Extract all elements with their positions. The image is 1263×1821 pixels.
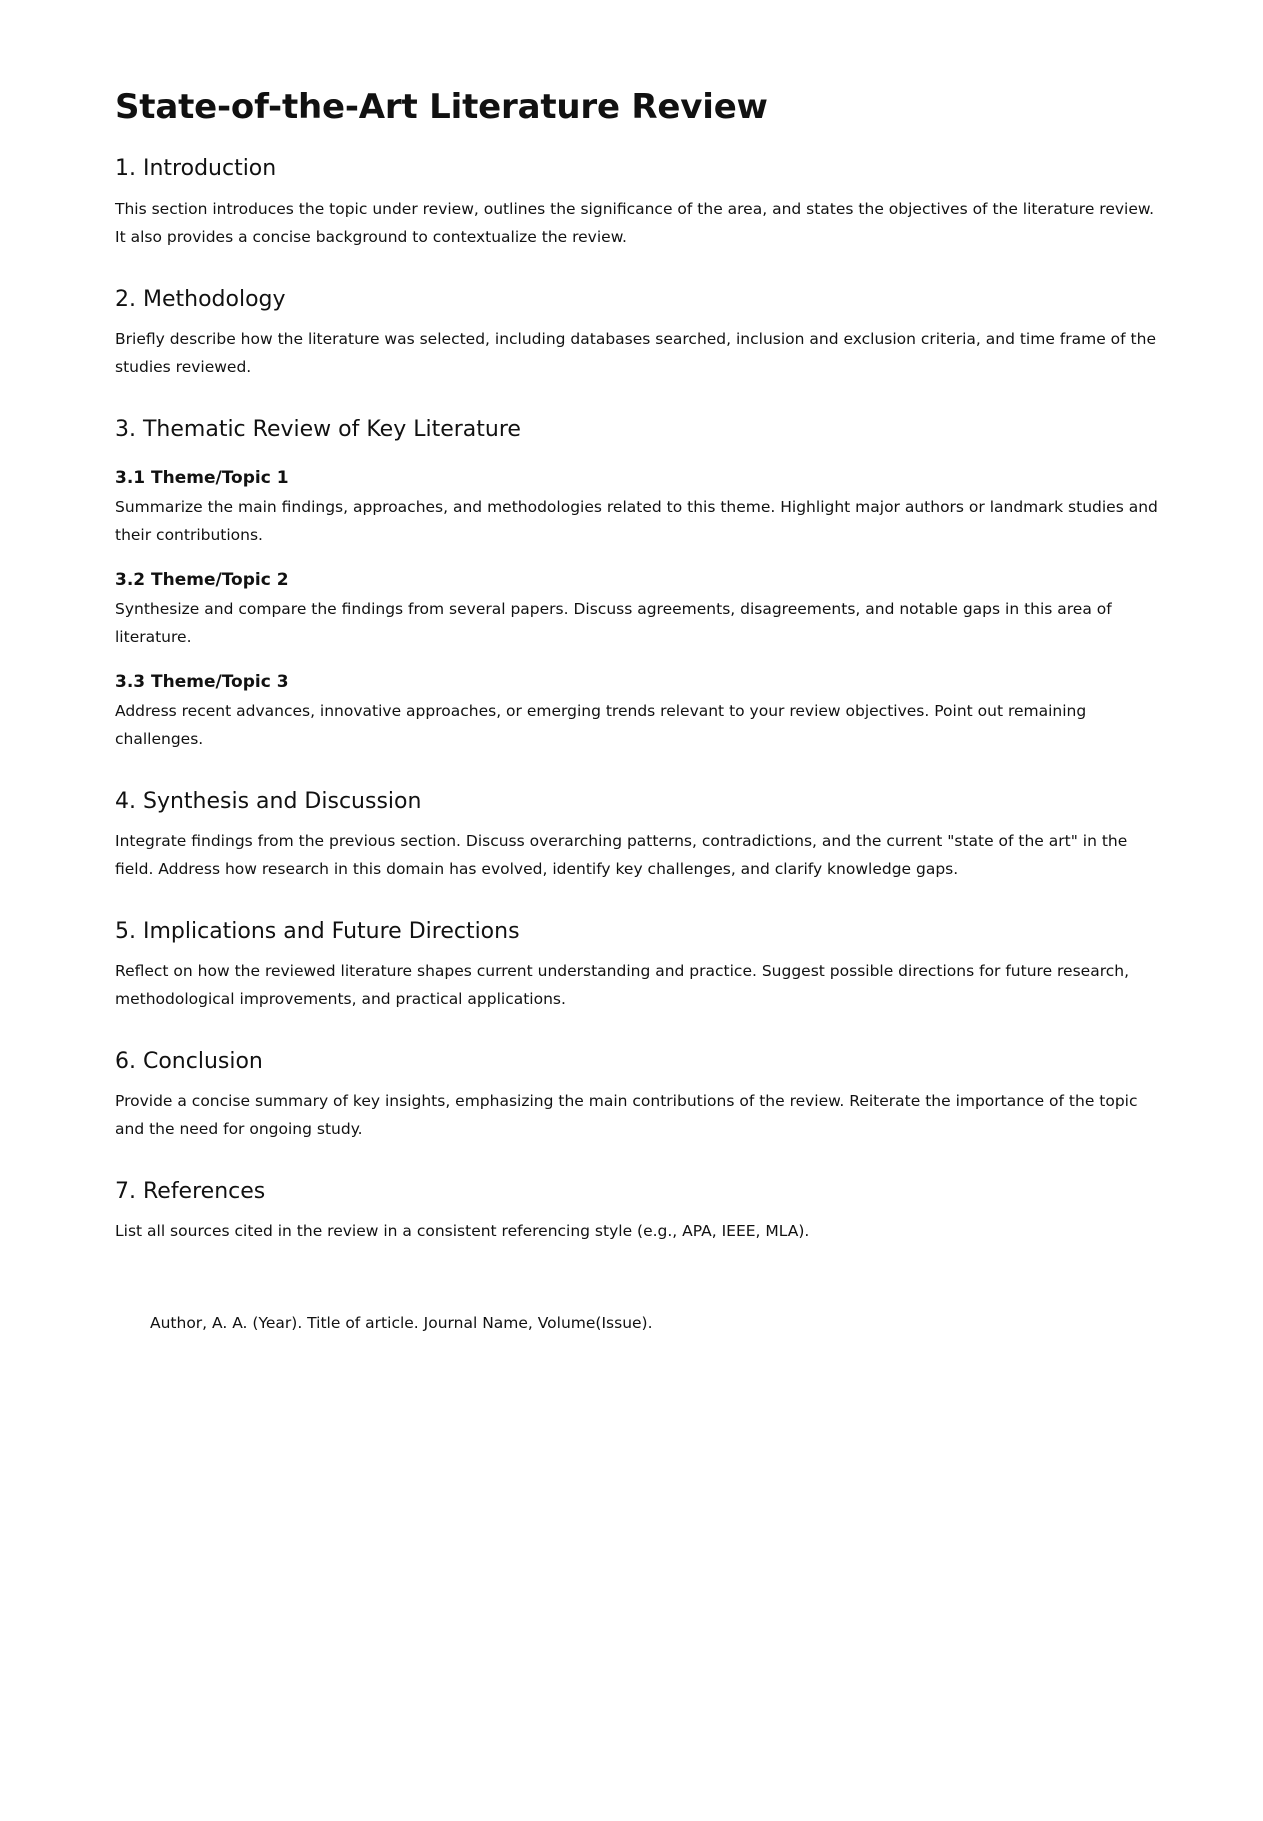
subsection-heading-theme-3: 3.3 Theme/Topic 3 bbox=[115, 672, 289, 692]
section-body-references: List all sources cited in the review in a consistent referencing style (e.g., APA, IEEE, MLA). bbox=[115, 1222, 810, 1240]
section-body-conclusion: Provide a concise summary of key insights, emphasizing the main contributions of the review. Reiterate the importance of the topic and the need for ongoing study. bbox=[115, 1092, 1138, 1138]
references-list-clipped bbox=[115, 1310, 1160, 1332]
document bbox=[115, 86, 1160, 1246]
page-title: State-of-the-Art Literature Review bbox=[115, 87, 768, 127]
reference-item: Author, A. A. (Year). Title of article. Journal Name, Volume(Issue). bbox=[150, 1314, 653, 1332]
section-heading-conclusion: 6. Conclusion bbox=[115, 1049, 263, 1074]
section-body-methodology: Briefly describe how the literature was selected, including databases searched, inclusion and exclusion criteria, and time frame of the studies reviewed. bbox=[115, 330, 1156, 376]
subsection-body-theme-1: Summarize the main findings, approaches, and methodologies related to this theme. Highlight major authors or landmark studies and their contributions. bbox=[115, 498, 1158, 544]
subsection-heading-theme-2: 3.2 Theme/Topic 2 bbox=[115, 570, 289, 590]
section-body-implications: Reflect on how the reviewed literature shapes current understanding and practice. Suggest possible directions for future research, methodological improvements, and practical applications. bbox=[115, 962, 1130, 1008]
section-heading-introduction: 1. Introduction bbox=[115, 156, 277, 181]
subsection-heading-theme-1: 3.1 Theme/Topic 1 bbox=[115, 468, 289, 488]
section-heading-references: 7. References bbox=[115, 1179, 266, 1204]
section-heading-methodology: 2. Methodology bbox=[115, 287, 286, 312]
section-body-introduction: This section introduces the topic under review, outlines the significance of the area, and states the objectives of the literature review. It also provides a concise background to contextualize the review. bbox=[115, 200, 1155, 246]
subsection-body-theme-3: Address recent advances, innovative approaches, or emerging trends relevant to your review objectives. Point out remaining challenges. bbox=[115, 702, 1087, 748]
subsection-body-theme-2: Synthesize and compare the findings from several papers. Discuss agreements, disagreements, and notable gaps in this area of literature. bbox=[115, 600, 1112, 646]
section-heading-thematic: 3. Thematic Review of Key Literature bbox=[115, 417, 521, 442]
section-heading-synthesis: 4. Synthesis and Discussion bbox=[115, 789, 422, 814]
section-heading-implications: 5. Implications and Future Directions bbox=[115, 919, 520, 944]
section-body-synthesis: Integrate findings from the previous section. Discuss overarching patterns, contradictions, and the current "state of the art" in the field. Address how research in this domain has evolved, identify key challenges, and clarify knowledge gaps. bbox=[115, 832, 1128, 878]
